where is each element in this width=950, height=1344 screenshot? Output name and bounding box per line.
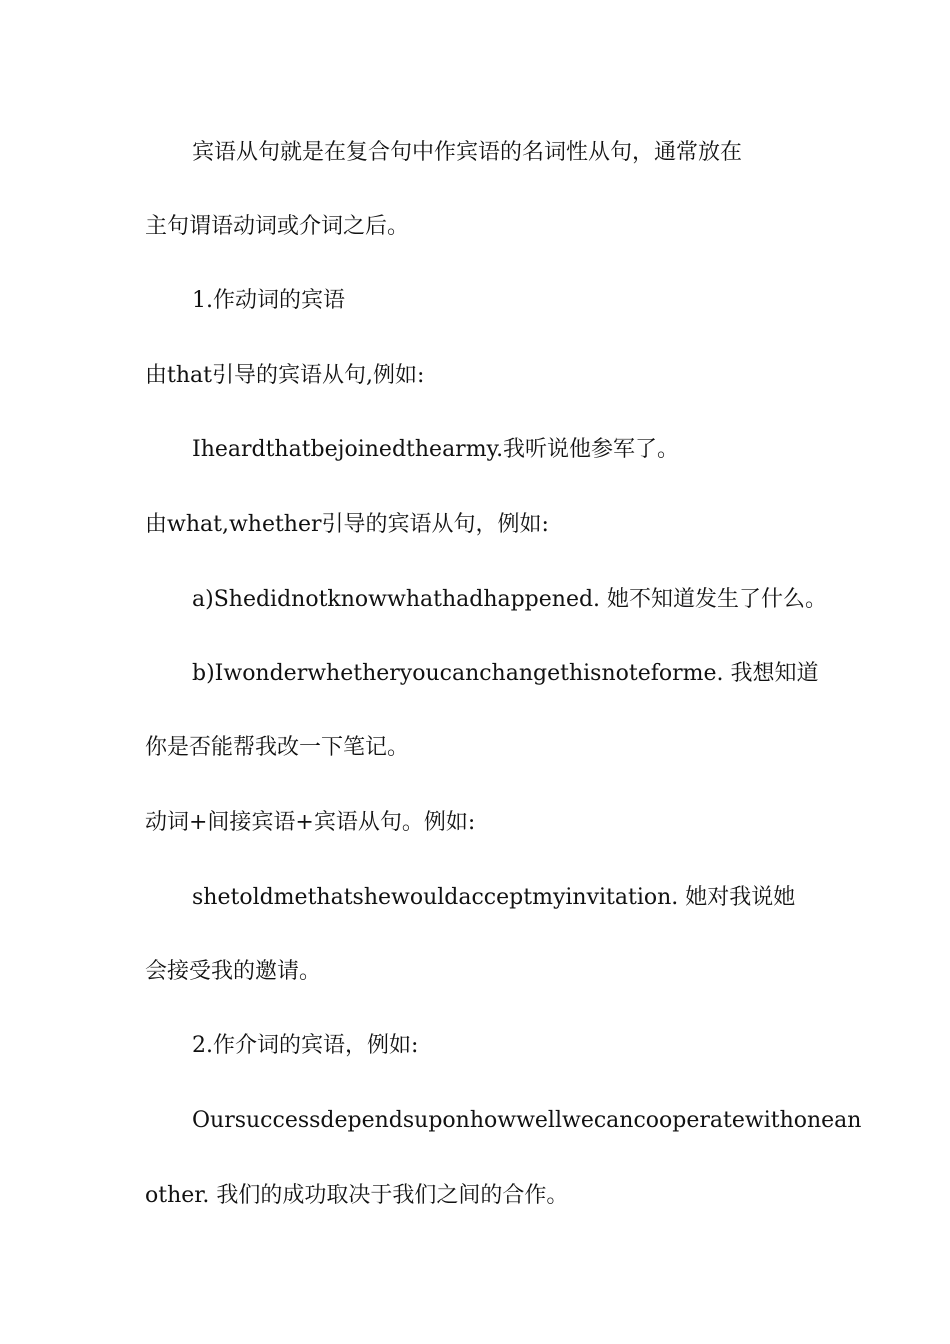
subheading-what-whether-clause: 由what,whether引导的宾语从句，例如: [145, 512, 549, 537]
subheading-that-clause: 由that引导的宾语从句,例如: [145, 363, 425, 388]
section-heading-verb-object: 1.作动词的宾语 [192, 288, 345, 313]
example-indirect-line-1: shetoldmethatshewouldacceptmyinvitation. 她对我说她 [192, 885, 796, 910]
example-preposition-line-2: other. 我们的成功取决于我们之间的合作。 [145, 1183, 569, 1208]
example-indirect-line-2: 会接受我的邀请。 [145, 959, 322, 984]
paragraph-intro-line-1: 宾语从句就是在复合句中作宾语的名词性从句，通常放在 [192, 140, 743, 165]
example-b-line-1: b)Iwonderwhetheryoucanchangethisnoteforme. 我想知道 [192, 661, 819, 686]
example-a: a)Shedidnotknowwhathadhappened. 她不知道发生了什么。 [192, 587, 828, 612]
paragraph-intro-line-2: 主句谓语动词或介词之后。 [145, 214, 410, 239]
section-heading-preposition-object: 2.作介词的宾语，例如: [192, 1033, 419, 1058]
example-preposition-line-1: Oursuccessdependsuponhowwellwecancooperatewithonean [192, 1108, 862, 1133]
example-b-line-2: 你是否能帮我改一下笔记。 [145, 735, 410, 760]
example-that-clause: Iheardthatbejoinedthearmy.我听说他参军了。 [192, 437, 680, 462]
subheading-indirect-object: 动词+间接宾语+宾语从句。例如: [145, 810, 476, 835]
